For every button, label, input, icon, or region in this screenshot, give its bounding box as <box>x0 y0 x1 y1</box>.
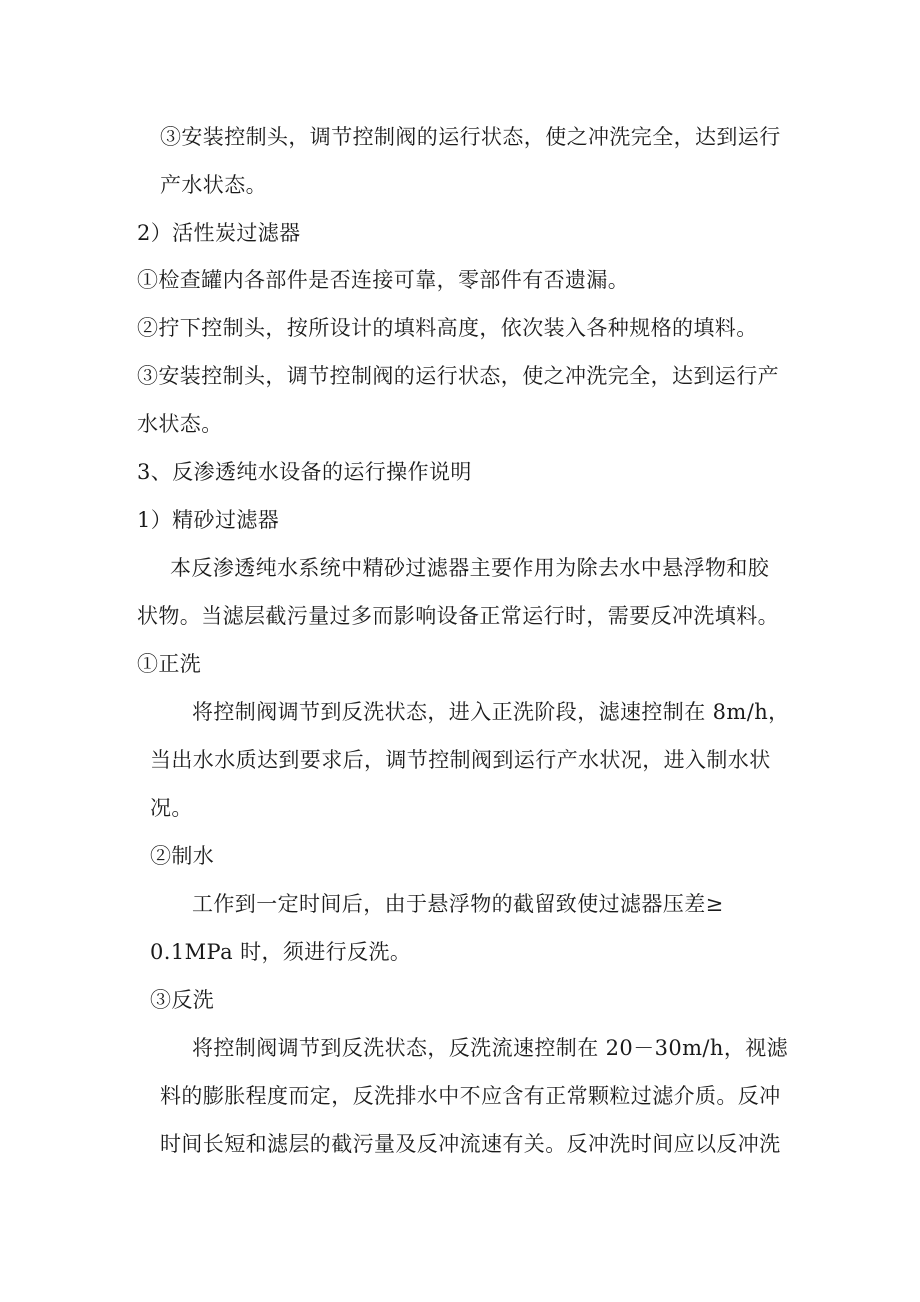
step-heading: ③反洗 <box>150 988 215 1012</box>
text-line: 工作到一定时间后，由于悬浮物的截留致使过滤器压差≥ <box>192 892 724 916</box>
text-line: 状物。当滤层截污量过多而影响设备正常运行时，需要反冲洗填料。 <box>137 604 779 628</box>
text-line: 将控制阀调节到反洗状态，反洗流速控制在 20－30m/h，视滤 <box>192 1036 789 1060</box>
text-line: 时间长短和滤层的截污量及反冲流速有关。反冲洗时间应以反冲洗 <box>160 1132 781 1156</box>
text-line: ③安装控制头，调节控制阀的运行状态，使之冲洗完全，达到运行产 <box>137 364 779 388</box>
text-line: ①检查罐内各部件是否连接可靠，零部件有否遗漏。 <box>137 268 630 292</box>
text-line: 料的膨胀程度而定，反洗排水中不应含有正常颗粒过滤介质。反冲 <box>160 1084 781 1108</box>
section-heading: 1）精砂过滤器 <box>137 508 280 532</box>
step-heading: ①正洗 <box>137 652 202 676</box>
section-heading: 2）活性炭过滤器 <box>137 221 301 245</box>
step-heading: ②制水 <box>150 844 215 868</box>
text-line: 将控制阀调节到反洗状态，进入正洗阶段，滤速控制在 8m/h， <box>192 700 790 724</box>
text-line: 产水状态。 <box>160 173 267 197</box>
section-heading: 3、反渗透纯水设备的运行操作说明 <box>137 460 472 484</box>
text-line: 当出水水质达到要求后，调节控制阀到运行产水状况，进入制水状 <box>150 748 771 772</box>
text-line: 0.1MPa 时，须进行反洗。 <box>150 940 412 964</box>
text-line: ③安装控制头，调节控制阀的运行状态，使之冲洗完全，达到运行 <box>160 125 781 149</box>
text-line: 水状态。 <box>137 412 223 436</box>
text-line: ②拧下控制头，按所设计的填料高度，依次装入各种规格的填料。 <box>137 316 758 340</box>
text-line: 本反渗透纯水系统中精砂过滤器主要作用为除去水中悬浮物和胶 <box>170 556 770 580</box>
text-line: 况。 <box>150 796 193 820</box>
